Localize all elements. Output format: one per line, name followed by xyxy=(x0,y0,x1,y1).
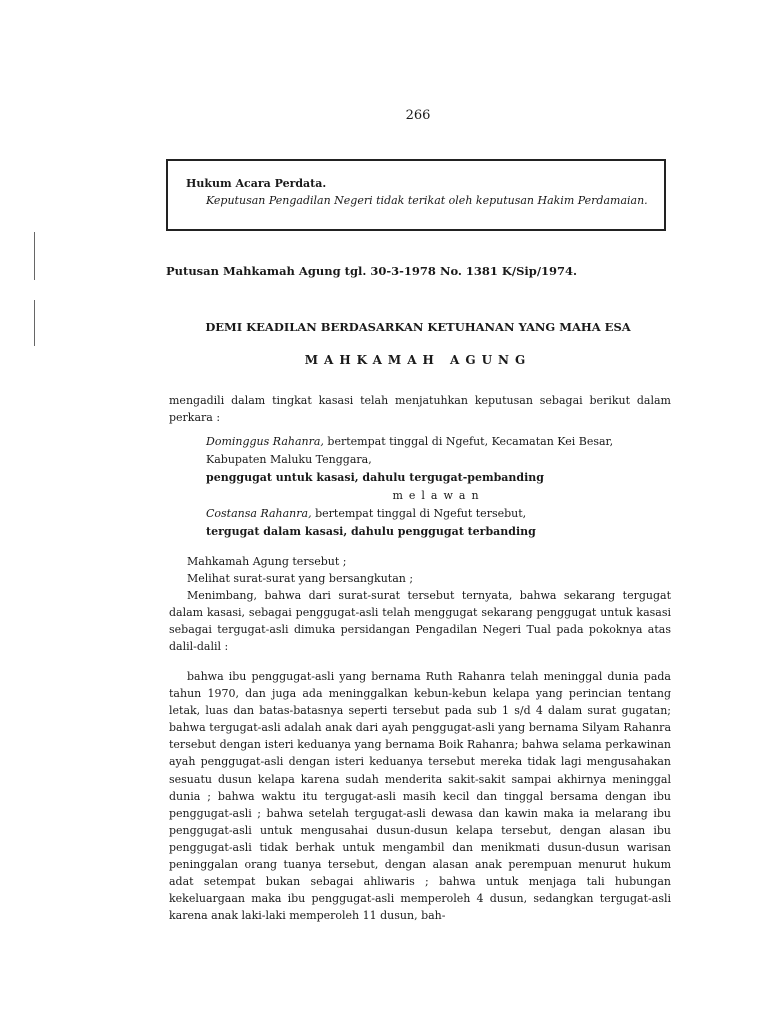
versus-label: melawan xyxy=(392,489,485,502)
parties-block xyxy=(206,433,671,541)
decision-citation: Putusan Mahkamah Agung tgl. 30-3-1978 No. 1381 K/Sip/1974. xyxy=(166,264,578,278)
summary-text: Keputusan Pengadilan Negeri tidak terikat oleh keputusan Hakim Perdamaian. xyxy=(206,194,648,207)
party2-line xyxy=(206,505,671,523)
consideration-paragraph: Menimbang, bahwa dari surat-surat tersebut ternyata, bahwa sekarang tergugat dalam kasasi, sebagai penggugat-asli telah menggugat sekarang penggugat untuk kasasi sebagai tergugat-asli dimuka persidangan Pengadilan Negeri Tual pada pokoknya atas dalil-dalil : xyxy=(169,589,671,653)
intro-paragraph: mengadili dalam tingkat kasasi telah menjatuhkan keputusan sebagai berikut dalam perkara : xyxy=(169,394,671,424)
party2-role: tergugat dalam kasasi, dahulu penggugat terbanding xyxy=(206,525,536,538)
party1-address-line2: Kabupaten Maluku Tenggara, xyxy=(206,453,372,466)
heading-invocation: DEMI KEADILAN BERDASARKAN KETUHANAN YANG MAHA ESA xyxy=(205,320,631,334)
party1-line xyxy=(206,433,671,451)
consideration-line-2: Melihat surat-surat yang bersangkutan ; xyxy=(187,572,414,585)
party1-address: bertempat tinggal di Ngefut, Kecamatan Kei Besar, xyxy=(323,435,614,448)
consideration-line-1: Mahkamah Agung tersebut ; xyxy=(187,555,347,568)
party2-address: bertempat tinggal di Ngefut tersebut, xyxy=(311,507,527,520)
summary-title: Hukum Acara Perdata. xyxy=(186,177,327,190)
page-number: 266 xyxy=(405,108,431,123)
party1-name: Dominggus Rahanra, xyxy=(206,435,324,448)
summary-box xyxy=(166,159,666,231)
heading-court: MAHKAMAH AGUNG xyxy=(304,353,532,367)
body-paragraph: bahwa ibu penggugat-asli yang bernama Ruth Rahanra telah meninggal dunia pada tahun 1970, dan juga ada meninggalkan kebun-kebun kelapa yang perincian tentang letak, luas dan batas-batasnya seperti tersebut pada sub 1 s/d 4 dalam surat gugatan; bahwa tergugat-asli adalah anak dari ayah penggugat-asli yang bernama Silyam Rahanra tersebut dengan isteri keduanya yang bernama Boik Rahanra; bahwa selama perkawinan ayah penggugat-asli dengan isteri keduanya tersebut mereka tidak lagi mengusahakan sesuatu dusun kelapa karena sudah menderita sakit-sakit sampai akhirnya meninggal dunia ; bahwa waktu itu tergugat-asli masih kecil dan tinggal bersama dengan ibu penggugat-asli ; bahwa setelah tergugat-asli dewasa dan kawin maka ia melarang ibu penggugat-asli untuk mengusahai dusun-dusun kelapa tersebut, dengan alasan ibu penggugat-asli tidak berhak untuk mengambil dan menikmati dusun-dusun warisan peninggalan orang tuanya tersebut, dengan alasan anak perempuan menurut hukum adat setempat bukan sebagai ahliwaris ; bahwa untuk menjaga tali hubungan kekeluargaan maka ibu penggugat-asli memperoleh 4 dusun, sedangkan tergugat-asli karena anak laki-laki memperoleh 11 dusun, bah- xyxy=(169,670,671,923)
considerations-block xyxy=(169,553,671,655)
party1-role: penggugat untuk kasasi, dahulu tergugat-pembanding xyxy=(206,471,544,484)
party2-name: Costansa Rahanra, xyxy=(206,507,312,520)
margin-mark xyxy=(34,232,35,280)
